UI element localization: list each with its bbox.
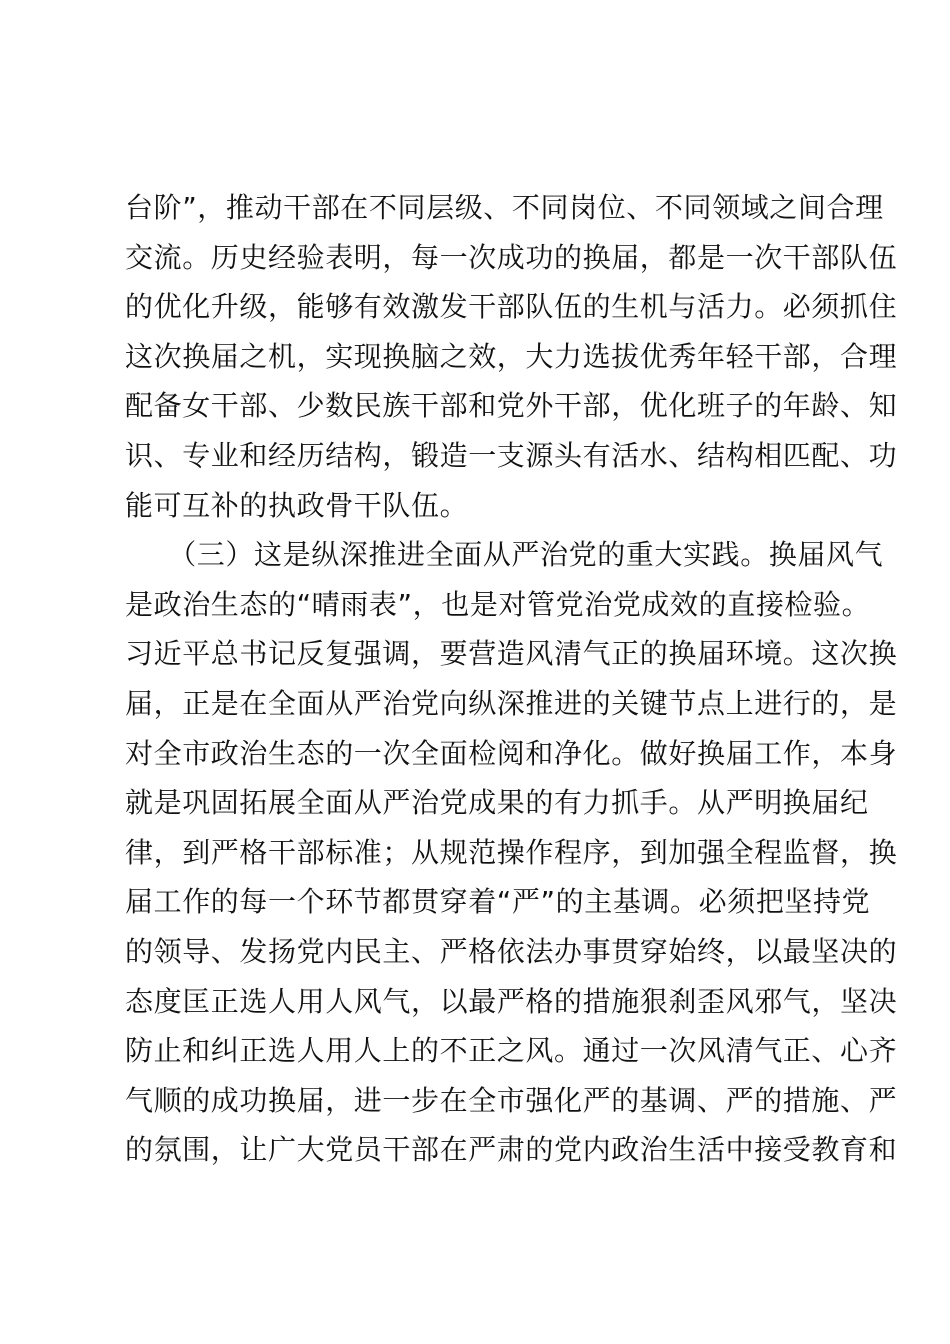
text-line: 能可互补的执政骨干队伍。: [125, 488, 469, 522]
text-line: 交流。历史经验表明，每一次成功的换届，都是一次干部队伍: [125, 240, 898, 274]
section-heading-line: （三）这是纵深推进全面从严治党的重大实践。换届风气: [125, 538, 884, 572]
text-line: 届，正是在全面从严治党向纵深推进的关键节点上进行的，是: [125, 686, 898, 720]
text-line: 是政治生态的“晴雨表”，也是对管党治党成效的直接检验。: [125, 587, 871, 621]
text-line: 配备女干部、少数民族干部和党外干部，优化班子的年龄、知: [125, 389, 898, 423]
text-line: 的优化升级，能够有效激发干部队伍的生机与活力。必须抓住: [125, 290, 898, 324]
text-line: 律，到严格干部标准；从规范操作程序，到加强全程监督，换: [125, 835, 898, 869]
paragraph-continued: [125, 183, 898, 530]
text-line: 的领导、发扬党内民主、严格依法办事贯穿始终，以最坚决的: [125, 934, 898, 968]
document-body: [125, 183, 898, 1175]
text-line: 气顺的成功换届，进一步在全市强化严的基调、严的措施、严: [125, 1083, 898, 1117]
paragraph-section-3: [125, 530, 898, 1175]
text-line: 对全市政治生态的一次全面检阅和净化。做好换届工作，本身: [125, 736, 898, 770]
text-line: 习近平总书记反复强调，要营造风清气正的换届环境。这次换: [125, 637, 898, 671]
text-line: 防止和纠正选人用人上的不正之风。通过一次风清气正、心齐: [125, 1034, 898, 1068]
text-line: 届工作的每一个环节都贯穿着“严”的主基调。必须把坚持党: [125, 885, 871, 919]
text-line: 台阶”，推动干部在不同层级、不同岗位、不同领域之间合理: [125, 191, 884, 224]
text-line: 的氛围，让广大党员干部在严肃的党内政治生活中接受教育和: [125, 1133, 898, 1167]
text-line: 态度匡正选人用人风气，以最严格的措施狠刹歪风邪气，坚决: [125, 984, 898, 1018]
text-line: 识、专业和经历结构，锻造一支源头有活水、结构相匹配、功: [125, 438, 898, 472]
text-line: 这次换届之机，实现换脑之效，大力选拔优秀年轻干部，合理: [125, 339, 898, 373]
text-line: 就是巩固拓展全面从严治党成果的有力抓手。从严明换届纪: [125, 786, 869, 820]
